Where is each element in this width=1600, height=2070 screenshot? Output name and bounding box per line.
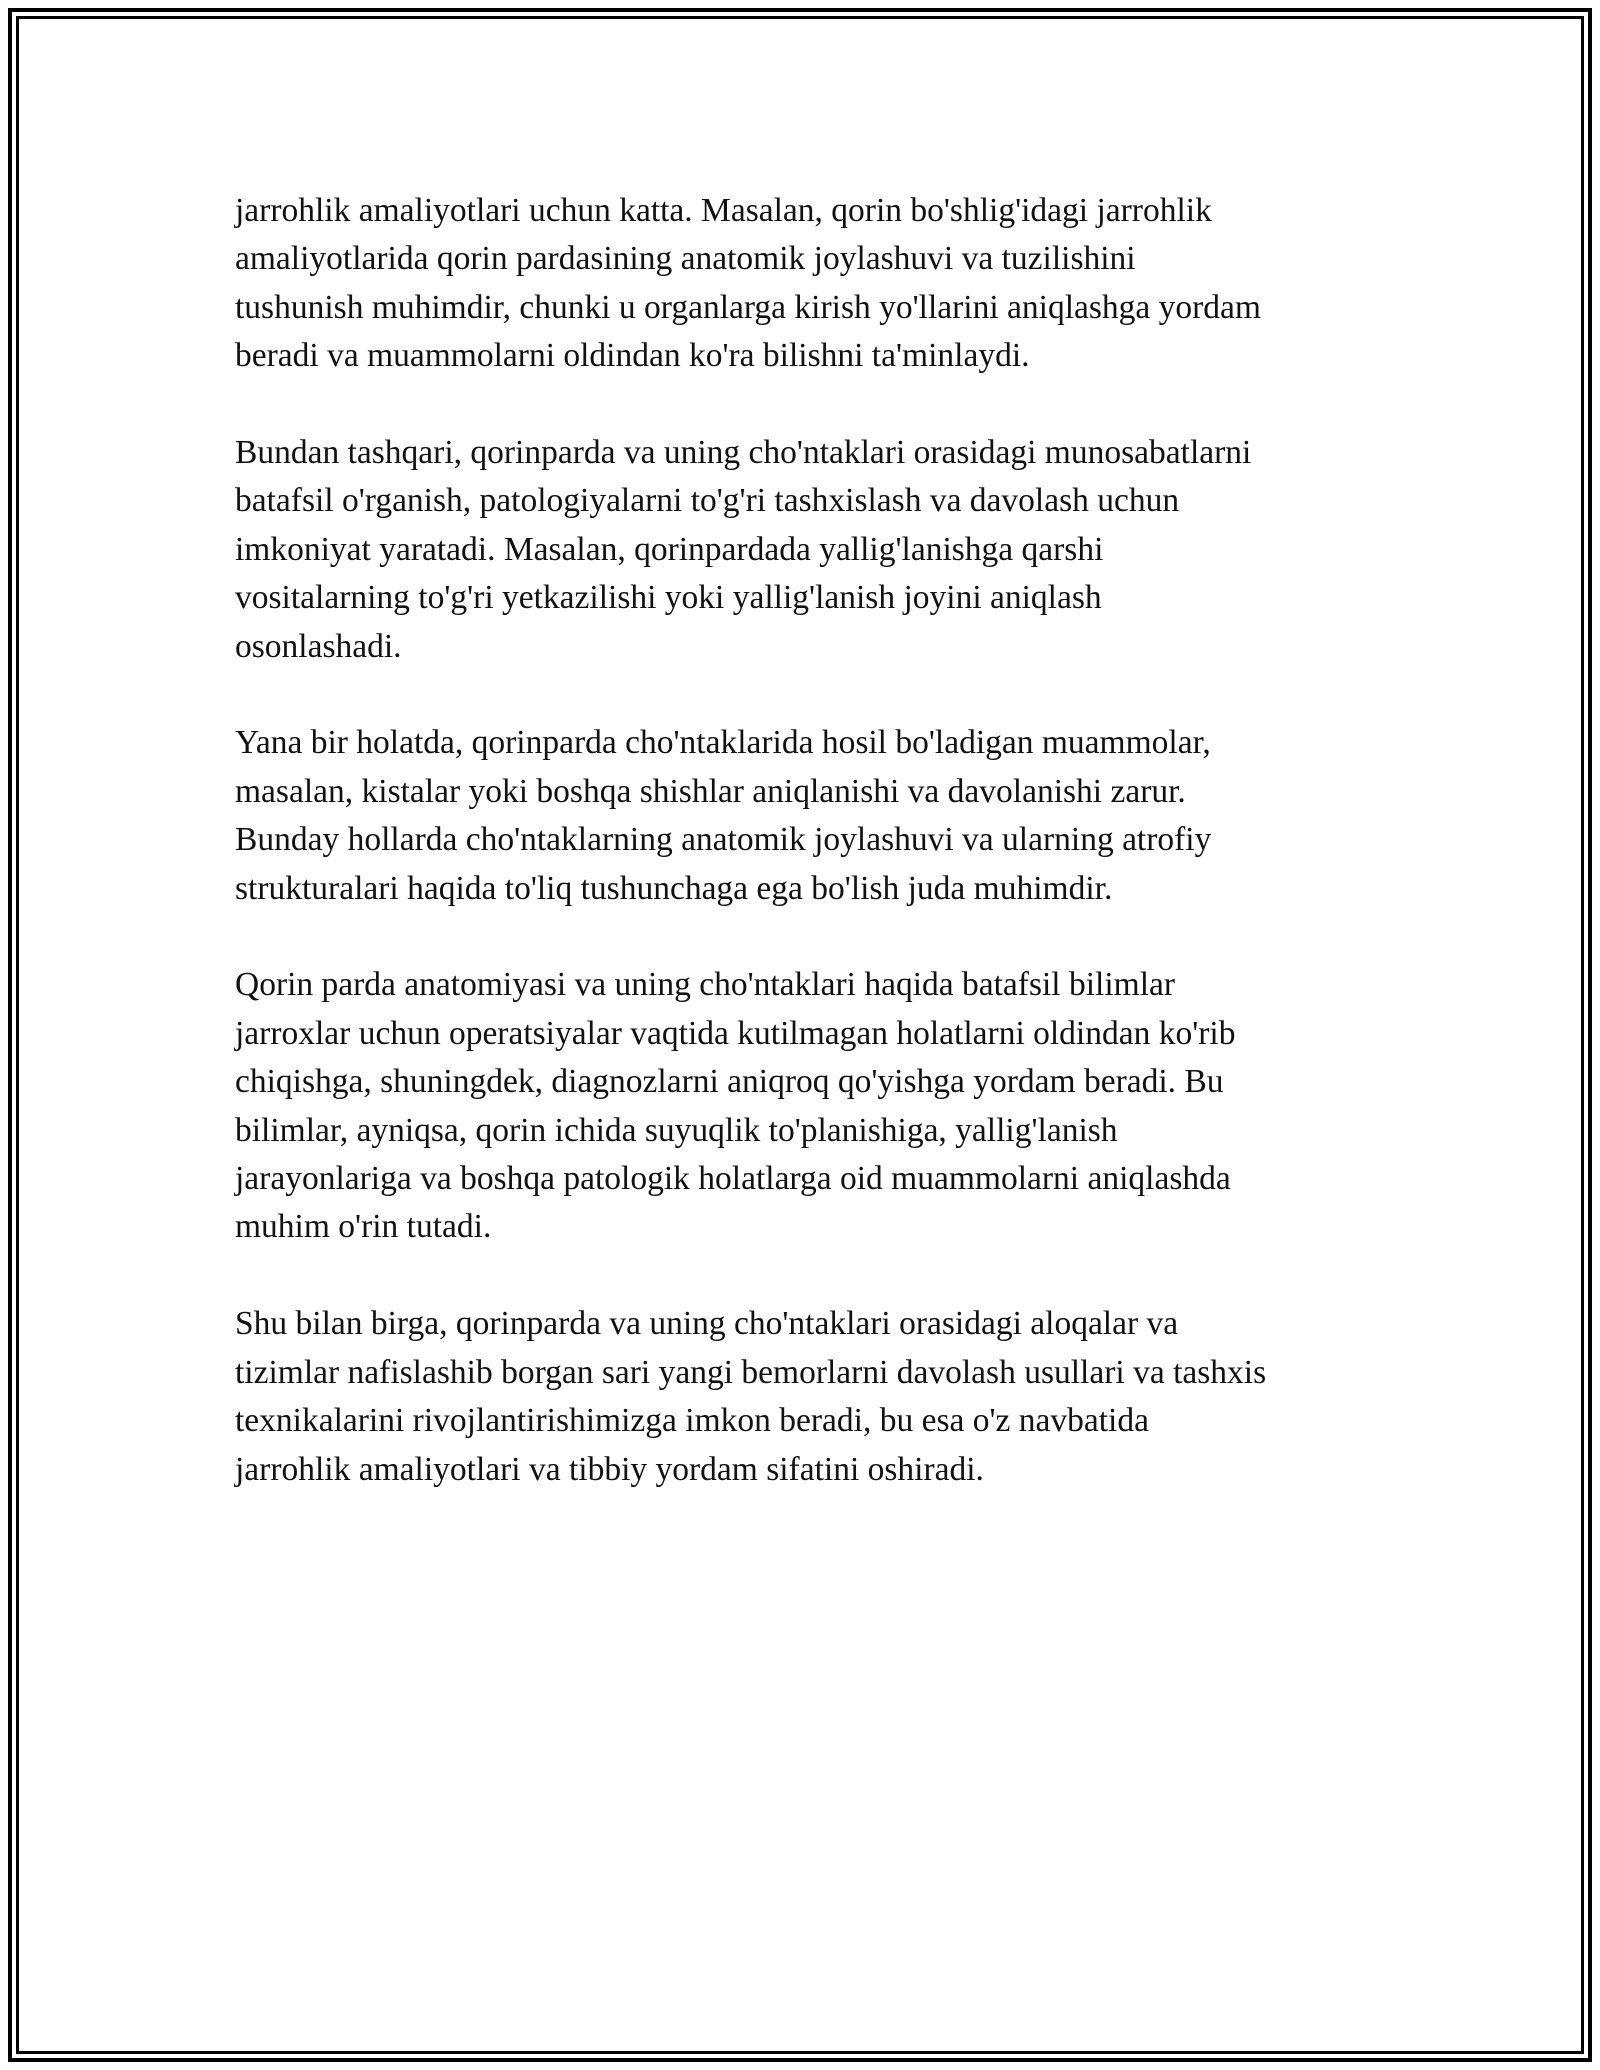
paragraph-5: Shu bilan birga, qorinparda va uning cho'ntaklari orasidagi aloqalar va tizimlar nafislashib borgan sari yangi bemorlarni davolash usullari va tashxis texnikalarini rivojlantirishimizga imkon beradi, bu esa o'z navbatida jarrohlik amaliyotlari va tibbiy yordam sifatini oshiradi. (235, 1305, 1267, 1488)
paragraph-4: Qorin parda anatomiyasi va uning cho'ntaklari haqida batafsil bilimlar jarroxlar uchun operatsiyalar vaqtida kutilmagan holatlarni oldindan ko'rib chiqishga, shuningdek, diagnozlarni aniqroq qo'yishga yordam beradi. Bu bilimlar, ayniqsa, qorin ichida suyuqlik to'planishiga, yallig'lanish jarayonlariga va boshqa patologik holatlarga oid muammolarni aniqlashda muhim o'rin tutadi. (235, 966, 1236, 1246)
document-body (235, 187, 1375, 1542)
paragraph-1: jarrohlik amaliyotlari uchun katta. Masalan, qorin bo'shlig'idagi jarrohlik amaliyotlarida qorin pardasining anatomik joylashuvi va tuzilishini tushunish muhimdir, chunki u organlarga kirish yo'llarini aniqlashga yordam beradi va muammolarni oldindan ko'ra bilishni ta'minlaydi. (235, 192, 1261, 375)
paragraph-3: Yana bir holatda, qorinparda cho'ntaklarida hosil bo'ladigan muammolar, masalan, kistalar yoki boshqa shishlar aniqlanishi va davolanishi zarur. Bunday hollarda cho'ntaklarning anatomik joylashuvi va ularning atrofiy strukturalari haqida to'liq tushunchaga ega bo'lish juda muhimdir. (235, 724, 1212, 907)
paragraph-2: Bundan tashqari, qorinparda va uning cho'ntaklari orasidagi munosabatlarni batafsil o'rganish, patologiyalarni to'g'ri tashxislash va davolash uchun imkoniyat yaratadi. Masalan, qorinpardada yallig'lanishga qarshi vositalarning to'g'ri yetkazilishi yoki yallig'lanish joyini aniqlash osonlashadi. (235, 434, 1252, 665)
